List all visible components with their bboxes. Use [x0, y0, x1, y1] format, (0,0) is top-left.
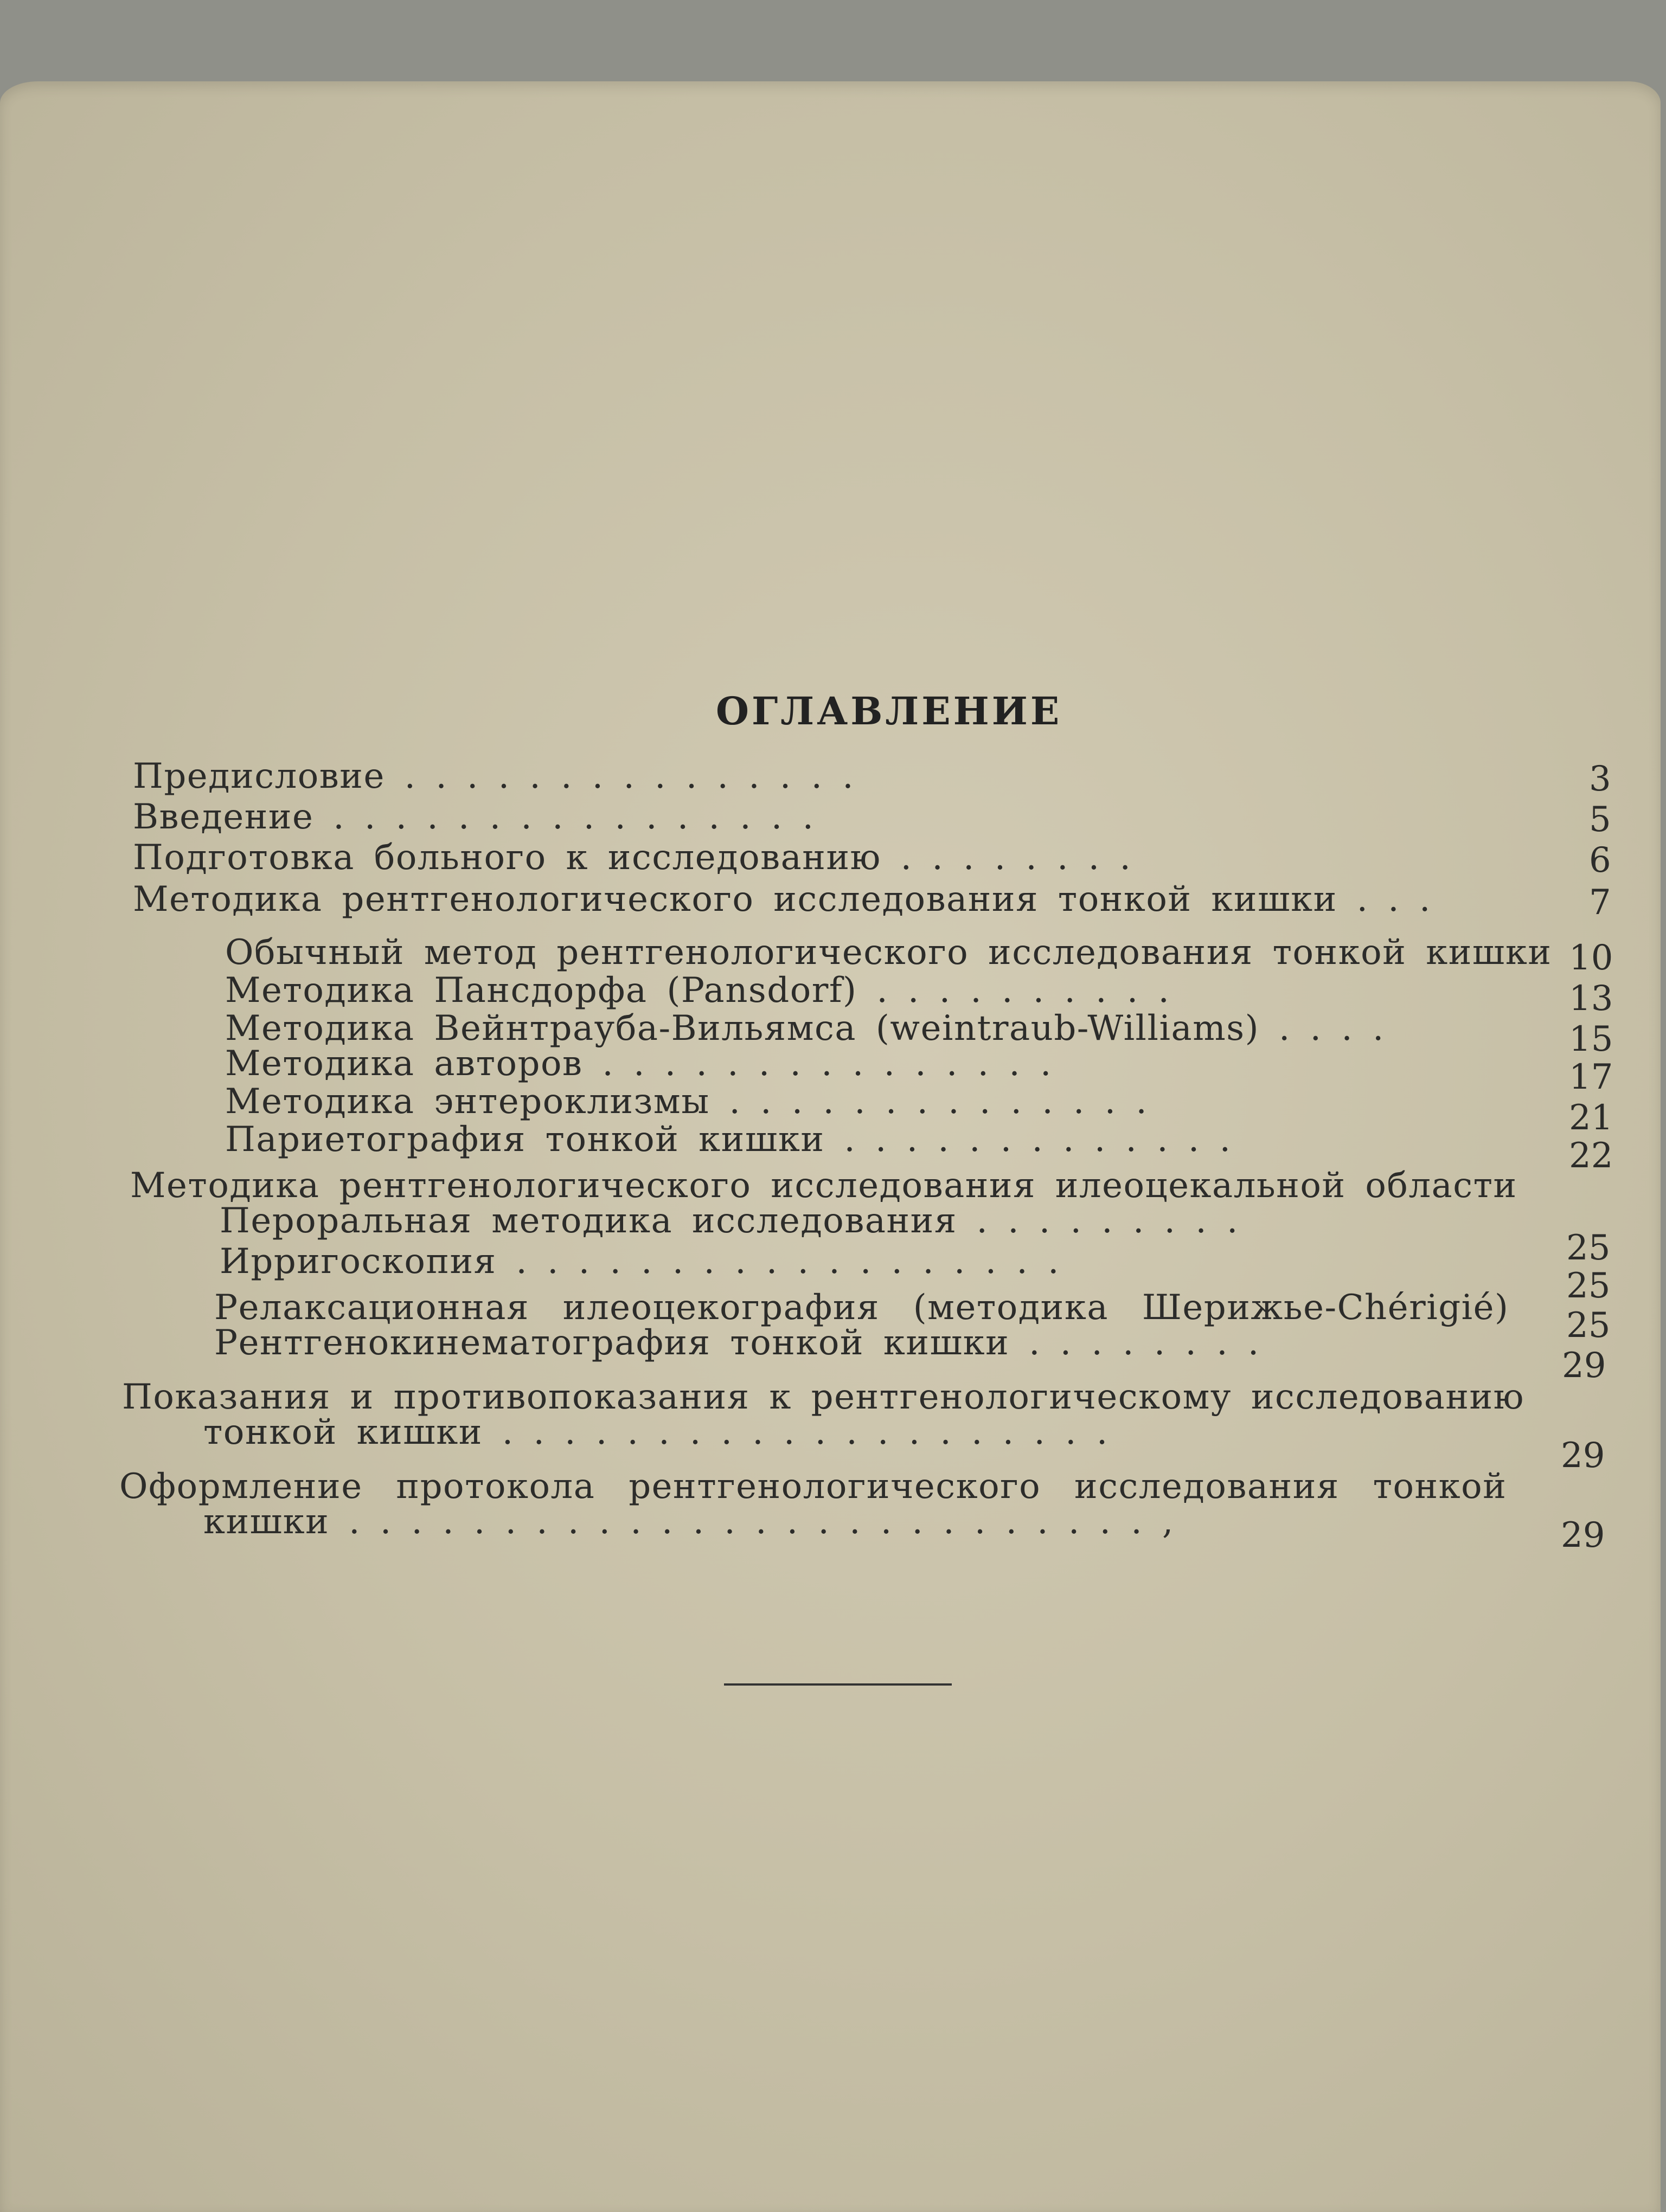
toc-entry-text: Пероральная методика исследования . . . . . . . . .: [220, 1201, 1239, 1241]
toc-page-number: 7: [1589, 883, 1611, 923]
toc-entry-text: Подготовка больного к исследованию . . . . . . . .: [133, 838, 1132, 878]
toc-entry-text: Введение . . . . . . . . . . . . . . . .: [133, 797, 815, 837]
toc-entry-text: Методика энтероклизмы . . . . . . . . . . . . . .: [225, 1082, 1148, 1122]
toc-page-number: 17: [1569, 1057, 1613, 1097]
toc-page-number: 29: [1561, 1515, 1605, 1555]
toc-entry-text: Показания и противопоказания к рентгенологическому исследованию: [122, 1377, 1524, 1417]
toc-entry-text: Оформление протокола рентгенологического исследования тонкой: [119, 1467, 1507, 1507]
toc-entry-text: кишки . . . . . . . . . . . . . . . . . . . . . . . . . . ,: [203, 1502, 1174, 1542]
toc-page-number: 29: [1561, 1436, 1605, 1476]
toc-entry-text: Методика рентгенологического исследования тонкой кишки . . .: [133, 879, 1431, 919]
toc-page-number: 25: [1566, 1266, 1611, 1306]
section-divider: [724, 1683, 952, 1686]
toc-page-number: 15: [1569, 1019, 1613, 1059]
toc-page-number: 6: [1589, 840, 1611, 880]
toc-page-number: 25: [1566, 1228, 1611, 1268]
toc-page-number: 5: [1589, 800, 1611, 840]
toc-page-number: 21: [1569, 1098, 1613, 1138]
toc-entry-text: тонкой кишки . . . . . . . . . . . . . . . . . . . .: [203, 1412, 1108, 1452]
toc-page-number: 25: [1566, 1306, 1611, 1346]
toc-entry-text: Рентгенокинематография тонкой кишки . . . . . . . .: [214, 1323, 1260, 1363]
toc-entry-text: Обычный метод рентгенологического исследования тонкой кишки: [225, 933, 1552, 973]
toc-entry-text: Методика авторов . . . . . . . . . . . . . . .: [225, 1044, 1052, 1084]
toc-entry-text: Релаксационная илеоцекография (методика Шерижье-Chérigié): [214, 1288, 1509, 1328]
toc-page-number: 29: [1562, 1346, 1606, 1386]
toc-entry-text: Предисловие . . . . . . . . . . . . . . .: [133, 756, 855, 796]
toc-page-number: 13: [1569, 979, 1613, 1019]
toc-entry-text: Методика рентгенологического исследования илеоцекальной области: [130, 1166, 1517, 1206]
toc-page-number: 22: [1569, 1136, 1613, 1176]
toc-entry-text: Ирригоскопия . . . . . . . . . . . . . . . . . .: [220, 1242, 1060, 1282]
page-title: ОГЛАВЛЕНИЕ: [716, 689, 1062, 734]
toc-page-number: 10: [1569, 938, 1613, 978]
toc-entry-text: Париетография тонкой кишки . . . . . . . . . . . . .: [225, 1120, 1232, 1160]
toc-entry-text: Методика Пансдорфа (Pansdorf) . . . . . . . . . .: [225, 970, 1170, 1011]
toc-page-number: 3: [1589, 759, 1611, 799]
toc-entry-text: Методика Вейнтрауба-Вильямса (weintraub-Williams) . . . .: [225, 1008, 1385, 1049]
